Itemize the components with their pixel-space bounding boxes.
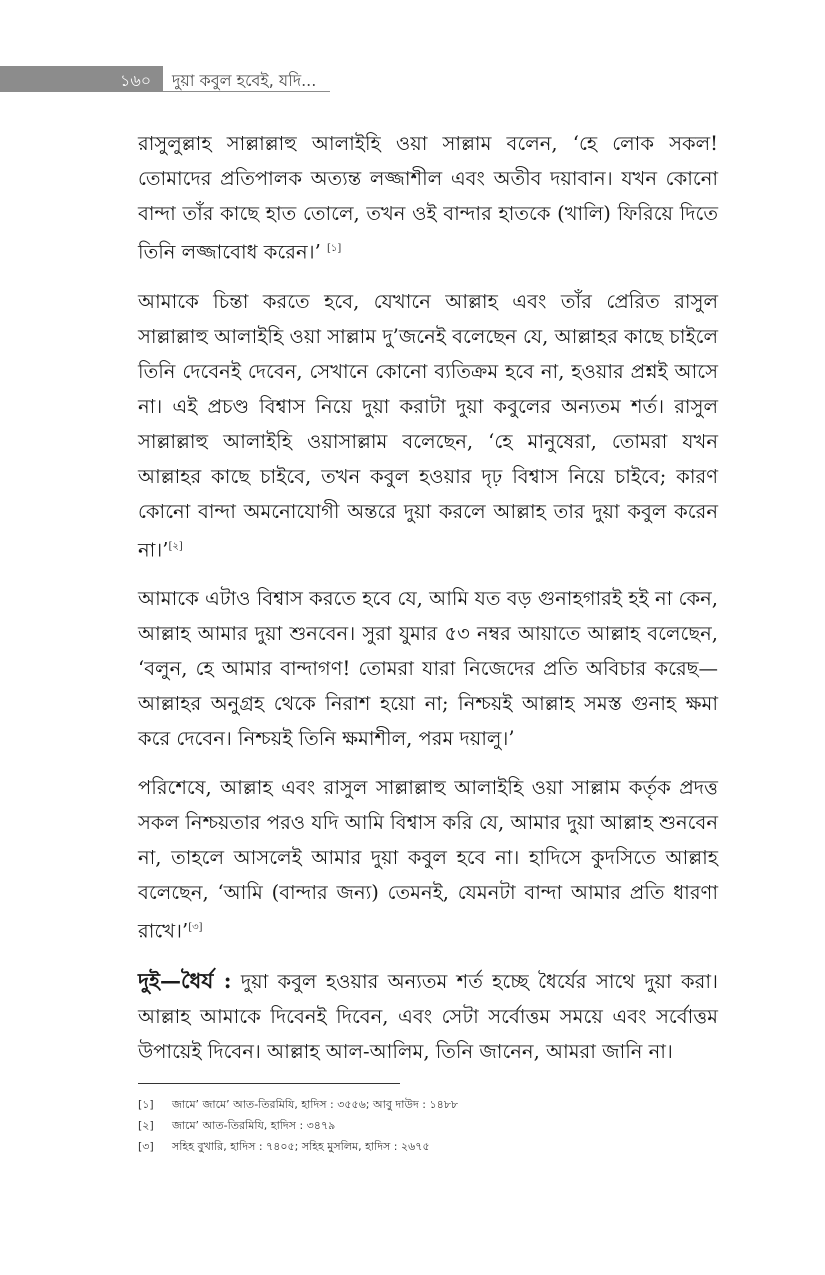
footnotes — [138, 1094, 718, 1157]
footnote-ref-3: [৩] — [188, 922, 203, 933]
footnote-ref-1: [১] — [326, 243, 342, 254]
section-text: দুয়া কবুল হওয়ার অন্যতম শর্ত হচ্ছে ধৈর্যের সাথে দুয়া করা। আল্লাহ আমাকে দিবেনই দিবেন, এবং সেটা সর্বোত্তম সময়ে এবং সর্বোত্তম উপায়েই দিবেন। আল্লাহ আল-আলিম, তিনি জানেন, আমরা জানি না। — [138, 969, 718, 1063]
paragraph-text: পরিশেষে, আল্লাহ এবং রাসুল সাল্লাল্লাহু আলাইহি ওয়া সাল্লাম কর্তৃক প্রদত্ত সকল নিশ্চয়তার পরও যদি আমি বিশ্বাস করি যে, আমার দুয়া আল্লাহ শুনবেন না, তাহলে আসলেই আমার দুয়া কবুল হবে না। হাদিসে কুদসিতে আল্লাহ বলেছেন, ‘আমি (বান্দার জন্য) তেমনই, যেমনটা বান্দা আমার প্রতি ধারণা রাখে।’ — [138, 776, 718, 943]
paragraph-4 — [138, 770, 718, 949]
running-header — [0, 66, 330, 92]
section-heading: দুই—ধৈর্য : — [138, 967, 232, 993]
page-body — [138, 126, 718, 1157]
footnote-ref-2: [২] — [168, 540, 183, 552]
footnote-item — [138, 1115, 718, 1136]
paragraph-2 — [138, 284, 718, 568]
footnote-divider — [138, 1083, 400, 1084]
paragraph-text: রাসুলুল্লাহ সাল্লাল্লাহু আলাইহি ওয়া সাল্লাম বলেন, ‘হে লোক সকল! তোমাদের প্রতিপালক অত্যন্ত লজ্জাশীল এবং অতীব দয়াবান। যখন কোনো বান্দা তাঁর কাছে হাত তোলে, তখন ওই বান্দার হাতকে (খালি) ফিরিয়ে দিতে তিনি লজ্জাবোধ করেন।’ — [138, 132, 718, 264]
footnote-marker: [৩] — [138, 1139, 154, 1153]
running-title: দুয়া কবুল হবেই, যদি... — [172, 71, 317, 90]
footnote-text: জামে’ আত-তিরমিযি, হাদিস : ৩৪৭৯ — [172, 1118, 336, 1132]
footnote-text: জামে’ জামে’ আত-তিরমিযি, হাদিস : ৩৫৫৬; আবু দাউদ : ১৪৮৮ — [172, 1097, 459, 1111]
footnote-item — [138, 1136, 718, 1157]
footnote-text: সহিহ বুখারি, হাদিস : ৭৪০৫; সহিহ মুসলিম, হাদিস : ২৬৭৫ — [172, 1139, 430, 1153]
section-paragraph — [138, 963, 718, 1069]
page-number: ১৬০ — [120, 71, 152, 90]
footnote-marker: [১] — [138, 1097, 154, 1111]
footnote-marker: [২] — [138, 1118, 154, 1132]
paragraph-text: আমাকে চিন্তা করতে হবে, যেখানে আল্লাহ এবং তাঁর প্রেরিত রাসুল সাল্লাল্লাহু আলাইহি ওয়া সাল্লাম দু’জনেই বলেছেন যে, আল্লাহর কাছে চাইলে তিনি দেবেনই দেবেন, সেখানে কোনো ব্যতিক্রম হবে না, হওয়ার প্রশ্নই আসে না। এই প্রচণ্ড বিশ্বাস নিয়ে দুয়া করাটা দুয়া কবুলের অন্যতম শর্ত। রাসুল সাল্লাল্লাহু আলাইহি ওয়াসাল্লাম বলেছেন, ‘হে মানুষেরা, তোমরা যখন আল্লাহর কাছে চাইবে, তখন কবুল হওয়ার দৃঢ় বিশ্বাস নিয়ে চাইবে; কারণ কোনো বান্দা অমনোযোগী অন্তরে দুয়া করলে আল্লাহ তার দুয়া কবুল করেন না।’ — [138, 289, 718, 561]
footnote-item — [138, 1094, 718, 1115]
paragraph-text: আমাকে এটাও বিশ্বাস করতে হবে যে, আমি যত বড় গুনাহগারই হই না কেন, আল্লাহ আমার দুয়া শুনবেন। সুরা যুমার ৫৩ নম্বর আয়াতে আল্লাহ বলেছেন, ‘বলুন, হে আমার বান্দাগণ! তোমরা যারা নিজেদের প্রতি অবিচার করেছ—আল্লাহর অনুগ্রহ থেকে নিরাশ হয়ো না; নিশ্চয়ই আল্লাহ সমস্ত গুনাহ ক্ষমা করে দেবেন। নিশ্চয়ই তিনি ক্ষমাশীল, পরম দয়ালু।’ — [138, 587, 718, 750]
paragraph-1 — [138, 126, 718, 270]
paragraph-3 — [138, 581, 718, 756]
header-page-tab — [0, 66, 163, 92]
